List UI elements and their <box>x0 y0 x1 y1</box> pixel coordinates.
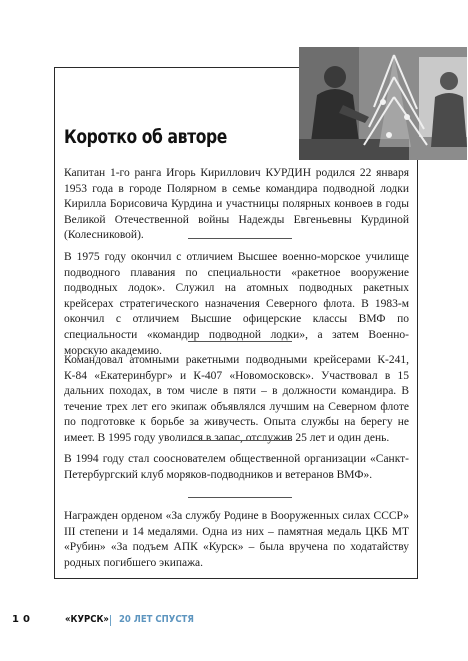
paragraph-service: Командовал атомными ракетными подводными крейсерами К-241, К-84 «Екатеринбург» и К-407 «Новомосковск». Участвовал в 15 дальних походах, в том числе в пяти – в должности командира. В течение трех лет его экипаж объявлялся лучшим на Северном флоте по подготовке к борьбе за живучесть. Опыта службы на берегу не имеет. В 1995 году уволился в запас, отслужив 25 лет и один день. <box>64 354 409 444</box>
section-title: Коротко об авторе <box>64 126 227 148</box>
publication-subtitle: 20 ЛЕТ СПУСТЯ <box>119 614 194 625</box>
footer-divider <box>110 615 111 626</box>
separator <box>188 440 292 441</box>
paragraph-awards: Награжден орденом «За службу Родине в Вооруженных силах СССР» III степени и 14 медалями. Одна из них – памятная медаль ЦКБ МТ «Рубин» «За подъем АПК «Курск» – была вручена по ходатайству родных погибшего экипажа. <box>64 510 409 569</box>
separator <box>188 341 292 342</box>
separator <box>188 497 292 498</box>
paragraph-education: В 1975 году окончил с отличием Высшее военно-морское училище подводного плавания по специальности «ракетное вооружение подводных лодок». Служил на атомных подводных ракетных крейсерах стратегического назначения Северного флота. В 1983-м окончил с отличием Высшие офицерские классы ВМФ по специальности «командир подводной лодки», а затем Военно-морскую академию. <box>64 251 409 357</box>
publication-title: «КУРСК» <box>65 614 109 625</box>
author-photo <box>299 47 467 160</box>
separator <box>188 238 292 239</box>
paragraph-club: В 1994 году стал сооснователем общественной организации «Санкт-Петербургский клуб моряков-подводников и ветеранов ВМФ». <box>64 453 409 481</box>
page-number: 10 <box>12 614 34 625</box>
paragraph-birth: Капитан 1-го ранга Игорь Кириллович КУРДИН родился 22 января 1953 года в городе Полярном в семье командира подводной лодки Кирилла Борисовича Курдина и участницы полярных конвоев в годы Великой Отечественной войны Надежды Евгеньевны Курдиной (Колесниковой). <box>64 167 409 242</box>
